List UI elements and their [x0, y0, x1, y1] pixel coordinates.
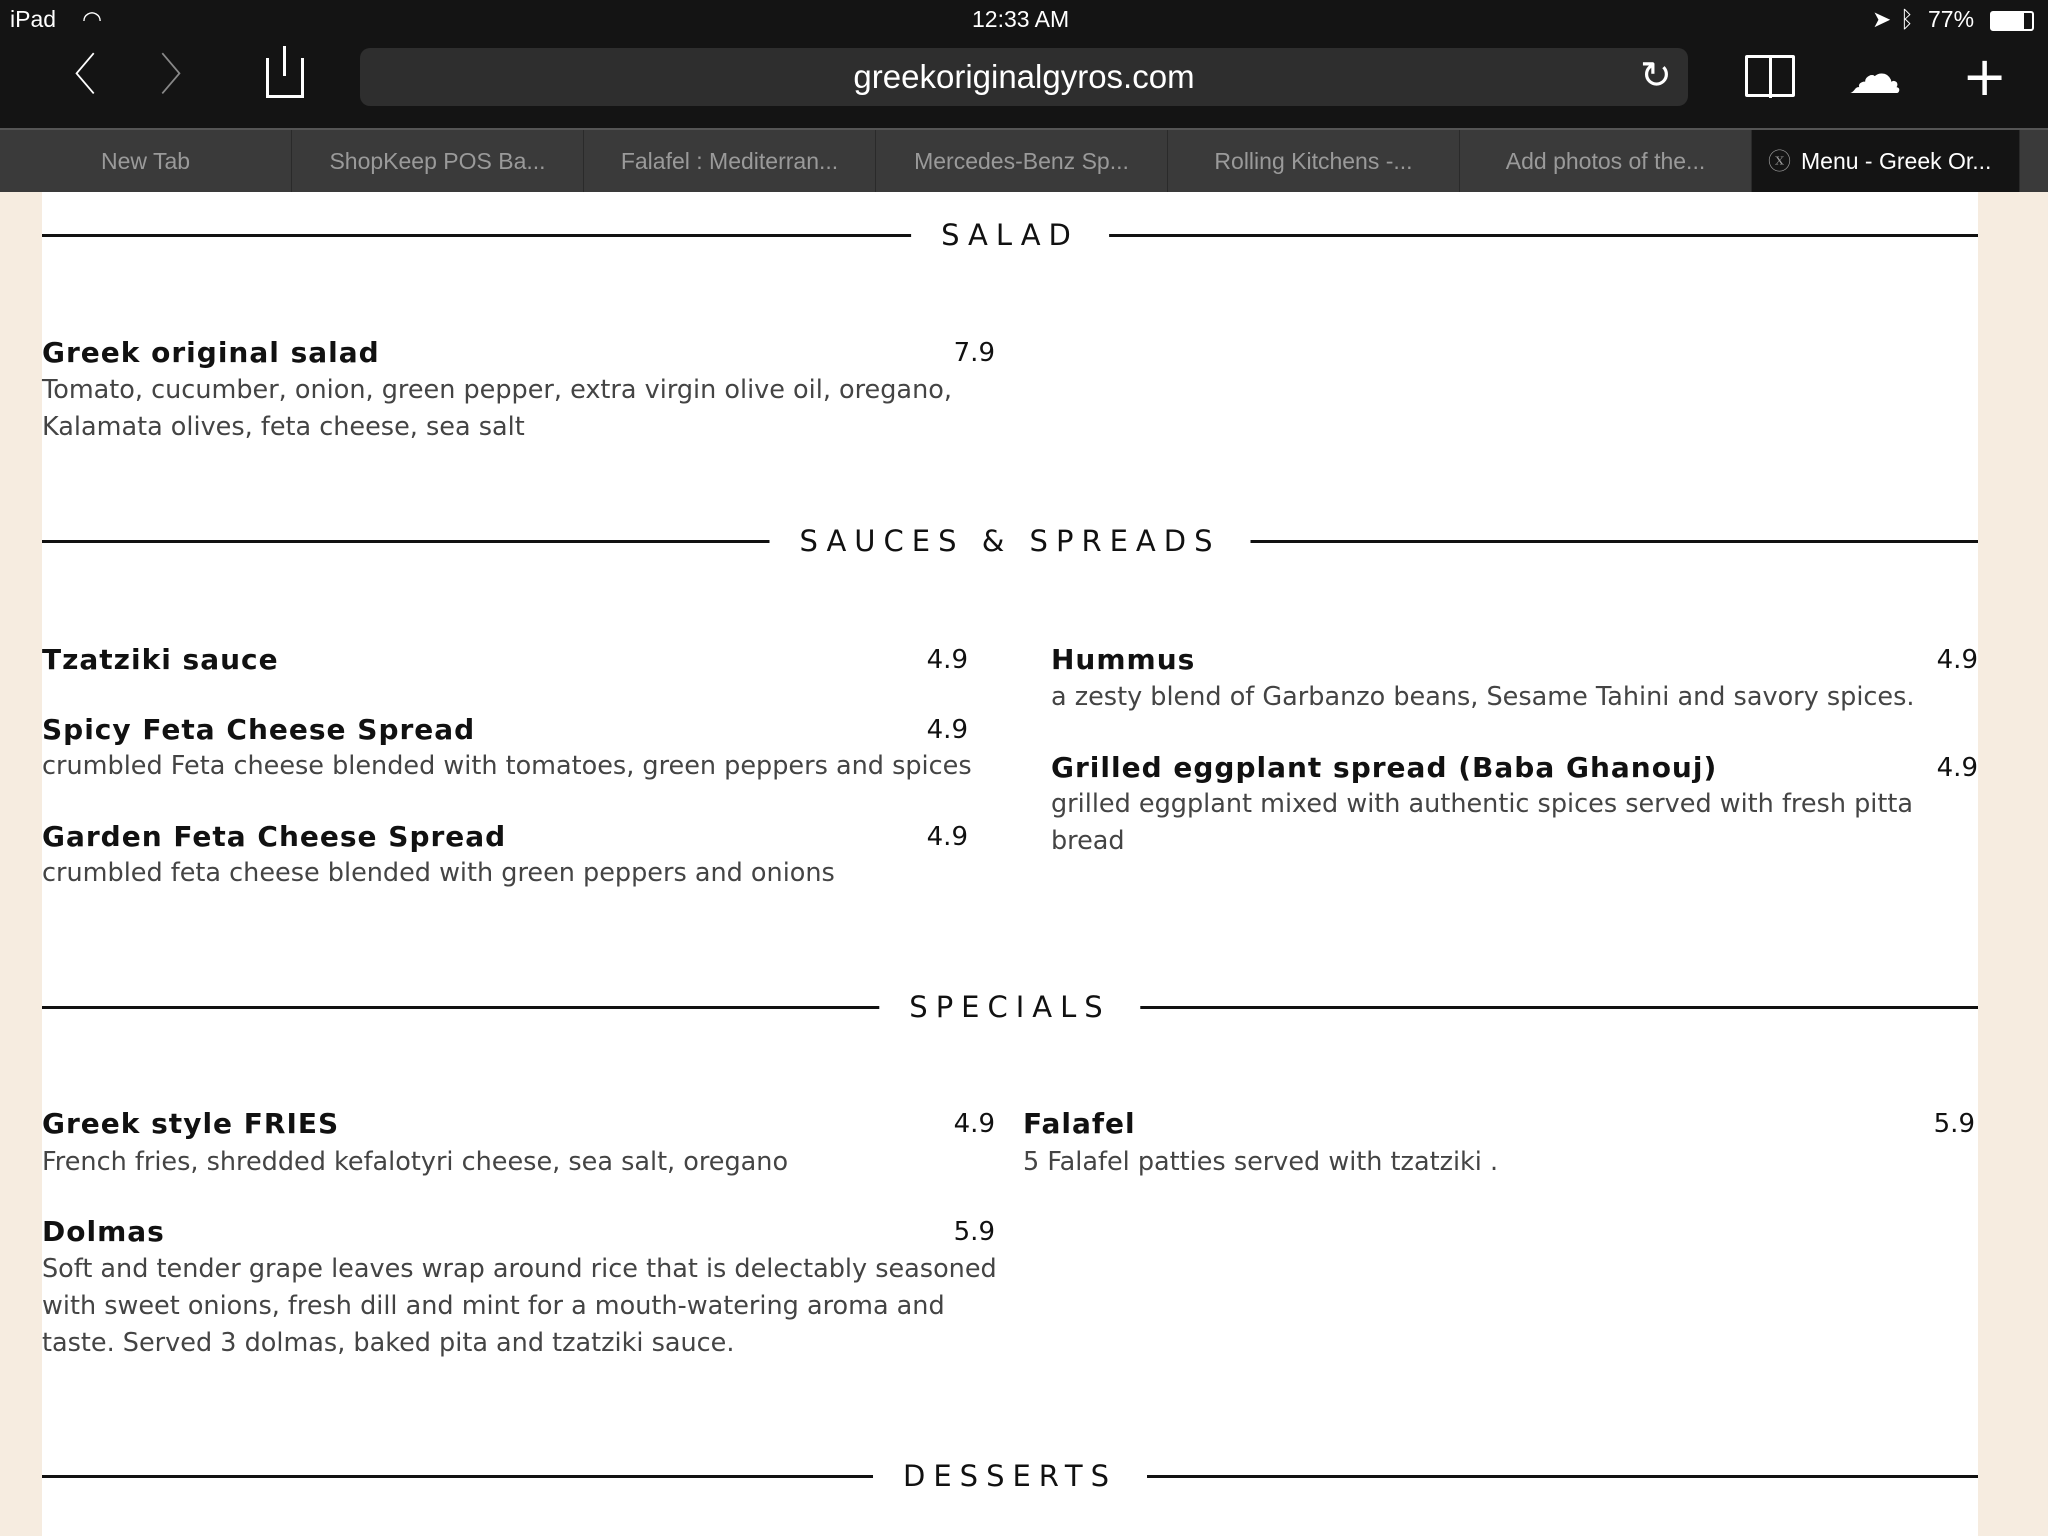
tab[interactable]: Rolling Kitchens -...	[1168, 130, 1460, 192]
item-desc: taste. Served 3 dolmas, baked pita and tzatziki sauce.	[42, 1328, 735, 1358]
clock: 12:33 AM	[972, 6, 1070, 32]
item-desc: Soft and tender grape leaves wrap around rice that is delectably seasoned	[42, 1254, 997, 1284]
item-price: 5.9	[1933, 1109, 1975, 1139]
wifi-icon: ◠	[82, 6, 103, 32]
item-name: Garden Feta Cheese Spread	[42, 820, 507, 853]
item-price: 7.9	[953, 338, 995, 368]
tab[interactable]: ShopKeep POS Ba...	[292, 130, 584, 192]
item-desc: Tomato, cucumber, onion, green pepper, extra virgin olive oil, oregano,	[42, 375, 952, 405]
section-title: DESSERTS	[873, 1456, 1147, 1496]
reload-icon[interactable]: ↻	[1640, 53, 1672, 97]
item-desc: with sweet onions, fresh dill and mint for a mouth-watering aroma and	[42, 1291, 945, 1321]
item-price: 4.9	[953, 1109, 995, 1139]
section-salad	[42, 215, 1978, 255]
address-bar[interactable]: greekoriginalgyros.com	[360, 48, 1688, 106]
item-desc: French fries, shredded kefalotyri cheese, sea salt, oregano	[42, 1147, 789, 1177]
tab-bar	[0, 128, 2048, 192]
location-icon: ➤	[1872, 6, 1892, 32]
item-desc: a zesty blend of Garbanzo beans, Sesame Tahini and savory spices.	[1051, 682, 1915, 712]
section-specials	[42, 987, 1978, 1027]
item-name: Spicy Feta Cheese Spread	[42, 713, 476, 746]
item-desc: Kalamata olives, feta cheese, sea salt	[42, 412, 525, 442]
share-icon[interactable]	[266, 58, 304, 98]
new-tab-icon[interactable]: +	[1962, 45, 2008, 108]
section-title: SPECIALS	[879, 987, 1140, 1027]
item-name: Dolmas	[42, 1215, 165, 1248]
tab[interactable]: Falafel : Mediterran...	[584, 130, 876, 192]
battery-icon	[1990, 11, 2034, 31]
section-desserts	[42, 1456, 1978, 1496]
device-label: iPad	[10, 6, 57, 32]
item-desc: crumbled feta cheese blended with green peppers and onions	[42, 858, 835, 888]
tab[interactable]: New Tab	[0, 130, 292, 192]
item-desc: grilled eggplant mixed with authentic spices served with fresh pitta bread	[1051, 789, 1913, 856]
forward-icon[interactable]: 〉	[160, 50, 204, 101]
item-name: Falafel	[1023, 1107, 1136, 1140]
item-price: 4.9	[1936, 753, 1978, 783]
item-price: 4.9	[926, 822, 968, 852]
section-title: SAUCES & SPREADS	[770, 521, 1251, 561]
tab-label: Menu - Greek Or...	[1801, 148, 1992, 174]
item-desc: crumbled Feta cheese blended with tomatoes, green peppers and spices	[42, 751, 972, 781]
bookmarks-icon[interactable]	[1745, 55, 1795, 97]
section-title: SALAD	[911, 215, 1109, 255]
tab[interactable]: Add photos of the...	[1460, 130, 1752, 192]
item-price: 4.9	[1936, 645, 1978, 675]
section-sauces	[42, 521, 1978, 561]
item-price: 5.9	[953, 1217, 995, 1247]
menu-page	[42, 192, 1978, 1536]
item-name: Tzatziki sauce	[42, 643, 279, 676]
browser-chrome	[0, 0, 2048, 192]
tab[interactable]: Mercedes-Benz Sp...	[876, 130, 1168, 192]
battery-percent: 77%	[1928, 6, 1975, 32]
item-desc: 5 Falafel patties served with tzatziki .	[1023, 1147, 1499, 1177]
item-name: Grilled eggplant spread (Baba Ghanouj)	[1051, 751, 1718, 784]
back-icon[interactable]: 〈	[52, 50, 96, 101]
item-name: Greek original salad	[42, 336, 380, 369]
item-name: Greek style FRIES	[42, 1107, 340, 1140]
close-tab-icon[interactable]: ⓧ	[1768, 148, 1791, 174]
tab-active[interactable]	[1752, 130, 2020, 192]
bluetooth-icon: ᛒ	[1900, 6, 1914, 32]
item-name: Hummus	[1051, 643, 1196, 676]
item-price: 4.9	[926, 645, 968, 675]
item-price: 4.9	[926, 715, 968, 745]
icloud-tabs-icon[interactable]: ☁	[1848, 43, 1902, 106]
